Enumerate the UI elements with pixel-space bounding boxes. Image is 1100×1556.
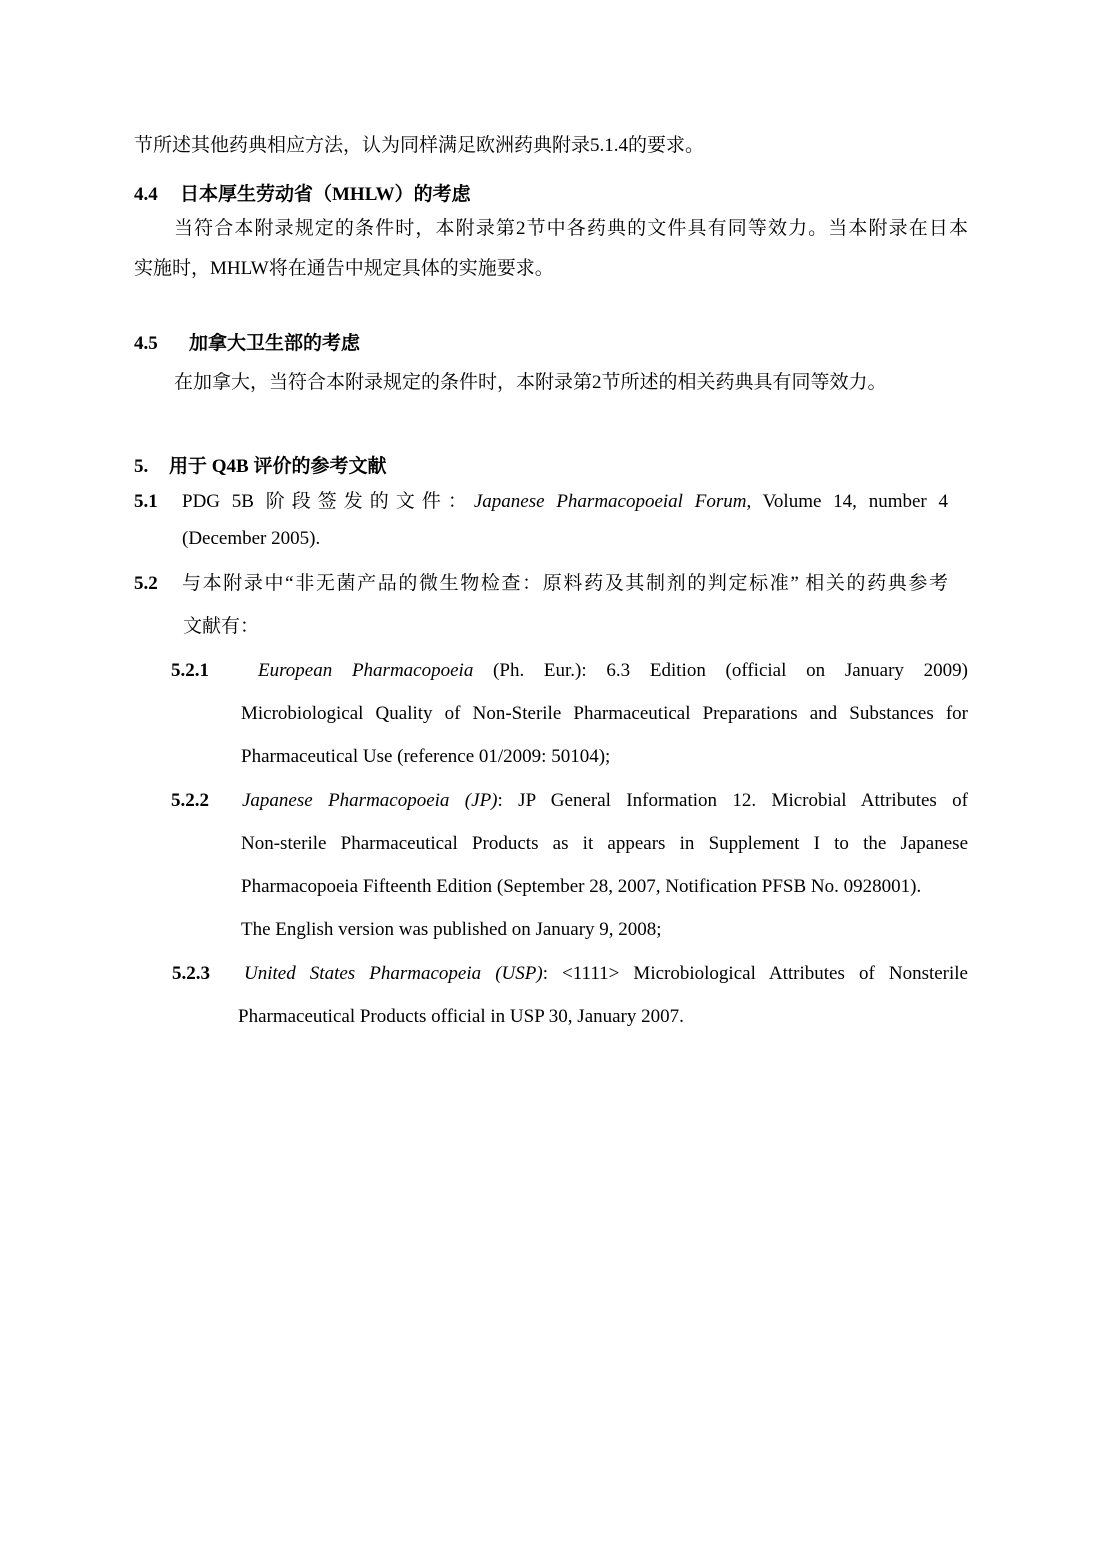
section-5-1-line2: (December 2005). bbox=[182, 528, 321, 549]
section-5-2-number: 5.2 bbox=[134, 573, 158, 594]
section-5-2-line2: 文献有： bbox=[183, 616, 260, 637]
section-4-4-number: 4.4 bbox=[134, 184, 158, 205]
section-5-2-2-line3: Pharmacopoeia Fifteenth Edition (September 28, 2007, Notification PFSB No. 0928001). bbox=[241, 876, 922, 897]
section-5-1-italic: Japanese Pharmacopoeial Forum bbox=[473, 491, 747, 512]
section-5-2-1-line3: Pharmaceutical Use (reference 01/2009: 50104); bbox=[241, 746, 611, 767]
section-5-2-3-line2: Pharmaceutical Products official in USP 30, January 2007. bbox=[238, 1006, 684, 1027]
section-5-2-1-line2: Microbiological Quality of Non-Sterile Pharmaceutical Preparations and Substances for bbox=[241, 703, 968, 724]
section-4-4-title: 日本厚生劳动省（MHLW）的考虑 bbox=[180, 184, 471, 205]
section-5-2-1-number: 5.2.1 bbox=[171, 660, 209, 681]
section-5-2-1-suffix: (Ph. Eur.): 6.3 Edition (official on January 2009) bbox=[473, 660, 968, 681]
section-5-2-1-line1 bbox=[258, 659, 968, 683]
section-5-2-2-number: 5.2.2 bbox=[171, 790, 209, 811]
section-4-4-para-line2: 实施时，MHLW将在通告中规定具体的实施要求。 bbox=[134, 258, 554, 279]
section-5-1-prefix: PDG 5B 阶段签发的文件： bbox=[182, 491, 474, 512]
section-5-2-2-line2: Non-sterile Pharmaceutical Products as it appears in Supplement I to the Japanese bbox=[241, 833, 968, 854]
section-5-2-3-line1 bbox=[244, 962, 968, 986]
section-5-2-2-line1 bbox=[242, 789, 968, 813]
section-4-5-title: 加拿大卫生部的考虑 bbox=[189, 333, 361, 354]
section-5-2-3-italic: United States Pharmacopeia (USP) bbox=[244, 963, 543, 984]
section-5-2-1-italic: European Pharmacopoeia bbox=[258, 660, 474, 681]
section-5-title: 用于 Q4B 评价的参考文献 bbox=[169, 456, 387, 477]
section-5-1-line1 bbox=[182, 490, 948, 514]
section-5-2-line1: 与本附录中“非无菌产品的微生物检查：原料药及其制剂的判定标准” 相关的药典参考 bbox=[182, 573, 948, 594]
section-5-2-3-suffix: : <1111> Microbiological Attributes of Nonsterile bbox=[542, 963, 968, 984]
section-4-5-para: 在加拿大，当符合本附录规定的条件时，本附录第2节所述的相关药典具有同等效力。 bbox=[174, 372, 887, 393]
section-5-1-number: 5.1 bbox=[134, 491, 158, 512]
intro-line: 节所述其他药典相应方法，认为同样满足欧洲药典附录5.1.4的要求。 bbox=[134, 135, 705, 156]
section-5-2-2-line4: The English version was published on January 9, 2008; bbox=[241, 919, 662, 940]
section-5-2-3-number: 5.2.3 bbox=[172, 963, 210, 984]
section-5-2-2-italic: Japanese Pharmacopoeia (JP) bbox=[242, 790, 498, 811]
section-4-5-number: 4.5 bbox=[134, 333, 158, 354]
section-5-1-suffix: , Volume 14, number 4 bbox=[746, 491, 948, 512]
section-4-4-para-line1: 当符合本附录规定的条件时，本附录第2节中各药典的文件具有同等效力。当本附录在日本 bbox=[174, 218, 968, 239]
section-5-number: 5. bbox=[134, 456, 149, 477]
section-5-2-2-suffix: : JP General Information 12. Microbial Attributes of bbox=[497, 790, 968, 811]
